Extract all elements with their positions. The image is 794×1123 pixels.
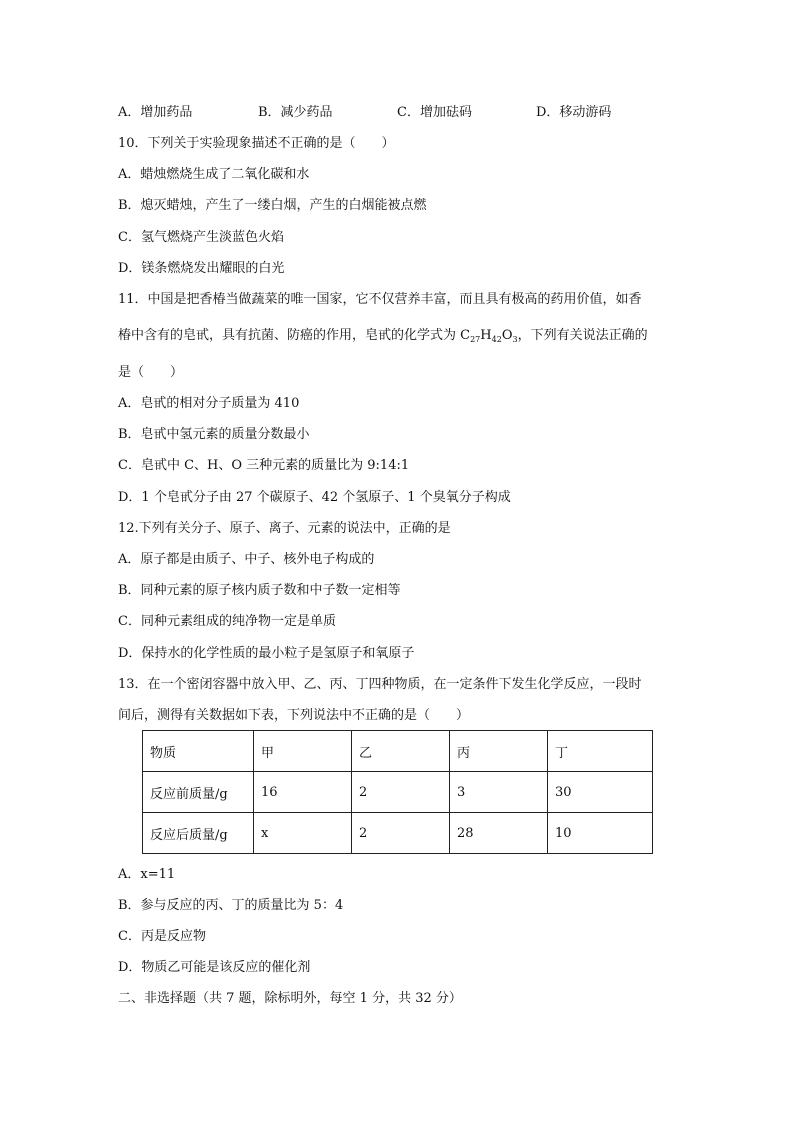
q13-option-c: C．丙是反应物 [118, 929, 206, 944]
table-header-row [143, 731, 653, 772]
q11-line2-post: ，下列有关说法正确的 [517, 328, 648, 343]
q12-option-c: C．同种元素组成的纯净物一定是单质 [118, 614, 336, 629]
formula-h: H [480, 328, 492, 343]
q11-option-c: C．皂甙中 C、H、O 三种元素的质量比为 9:14:1 [118, 458, 410, 473]
q11-option-d: D．1 个皂甙分子由 27 个碳原子、42 个氢原子、1 个臭氧分子构成 [118, 490, 511, 505]
q12-option-d: D．保持水的化学性质的最小粒子是氢原子和氧原子 [118, 646, 415, 661]
q10-option-b: B．熄灭蜡烛，产生了一缕白烟，产生的白烟能被点燃 [118, 198, 427, 213]
formula-h-subscript: 42 [491, 335, 502, 344]
q10-stem: 10．下列关于实验现象描述不正确的是（ ） [118, 136, 395, 151]
mass-data-table [142, 730, 653, 854]
table-cell: x [253, 813, 351, 854]
table-cell: 反应前质量/g [143, 772, 254, 813]
formula-o: O [501, 328, 513, 343]
formula-c-subscript: 27 [470, 335, 481, 344]
table-header-cell: 物质 [143, 731, 254, 772]
q11-stem-line3: 是（ ） [118, 365, 184, 380]
table-header-cell: 丙 [450, 731, 548, 772]
table-row [143, 813, 653, 854]
q12-option-b: B．同种元素的原子核内质子数和中子数一定相等 [118, 583, 401, 598]
q11-line2-pre: 椿中含有的皂甙，具有抗菌、防癌的作用，皂甙的化学式为 C [118, 328, 471, 343]
q11-option-a: A．皂甙的相对分子质量为 410 [118, 396, 300, 411]
q10-option-c: C．氢气燃烧产生淡蓝色火焰 [118, 230, 284, 245]
table-cell: 30 [548, 772, 653, 813]
q13-stem-line2: 间后，测得有关数据如下表，下列说法中不正确的是（ ） [118, 708, 470, 723]
table-cell: 反应后质量/g [143, 813, 254, 854]
q10-option-d: D．镁条燃烧发出耀眼的白光 [118, 261, 285, 276]
q10-option-a: A．蜡烛燃烧生成了二氧化碳和水 [118, 167, 310, 182]
table-header-cell: 乙 [352, 731, 450, 772]
q9-option-b: B．减少药品 [258, 105, 333, 120]
table-cell: 16 [253, 772, 351, 813]
q13-option-d: D．物质乙可能是该反应的催化剂 [118, 960, 311, 975]
table-cell: 2 [352, 772, 450, 813]
q13-option-a: A．x=11 [118, 867, 176, 882]
q12-option-a: A．原子都是由质子、中子、核外电子构成的 [118, 552, 375, 567]
q11-stem-line1: 11．中国是把香椿当做蔬菜的唯一国家，它不仅营养丰富，而且具有极高的药用价值，如香 [118, 292, 642, 307]
q9-option-a: A．增加药品 [118, 105, 193, 120]
formula-o-subscript: 3 [512, 335, 518, 344]
q13-option-b: B．参与反应的丙、丁的质量比为 5：4 [118, 898, 344, 913]
table-cell: 2 [352, 813, 450, 854]
q9-option-c: C．增加砝码 [397, 105, 472, 120]
q12-stem: 12.下列有关分子、原子、离子、元素的说法中，正确的是 [118, 521, 451, 536]
table-row [143, 772, 653, 813]
section-heading: 二、非选择题（共 7 题，除标明外，每空 1 分，共 32 分） [118, 991, 462, 1006]
q13-stem-line1: 13．在一个密闭容器中放入甲、乙、丙、丁四种物质，在一定条件下发生化学反应，一段时 [118, 677, 642, 692]
table-header-cell: 甲 [253, 731, 351, 772]
table-cell: 3 [450, 772, 548, 813]
table-cell: 10 [548, 813, 653, 854]
table-header-cell: 丁 [548, 731, 653, 772]
q11-stem-line2 [118, 327, 648, 349]
q11-option-b: B．皂甙中氢元素的质量分数最小 [118, 427, 310, 442]
table-cell: 28 [450, 813, 548, 854]
q9-option-d: D．移动游码 [536, 105, 612, 120]
